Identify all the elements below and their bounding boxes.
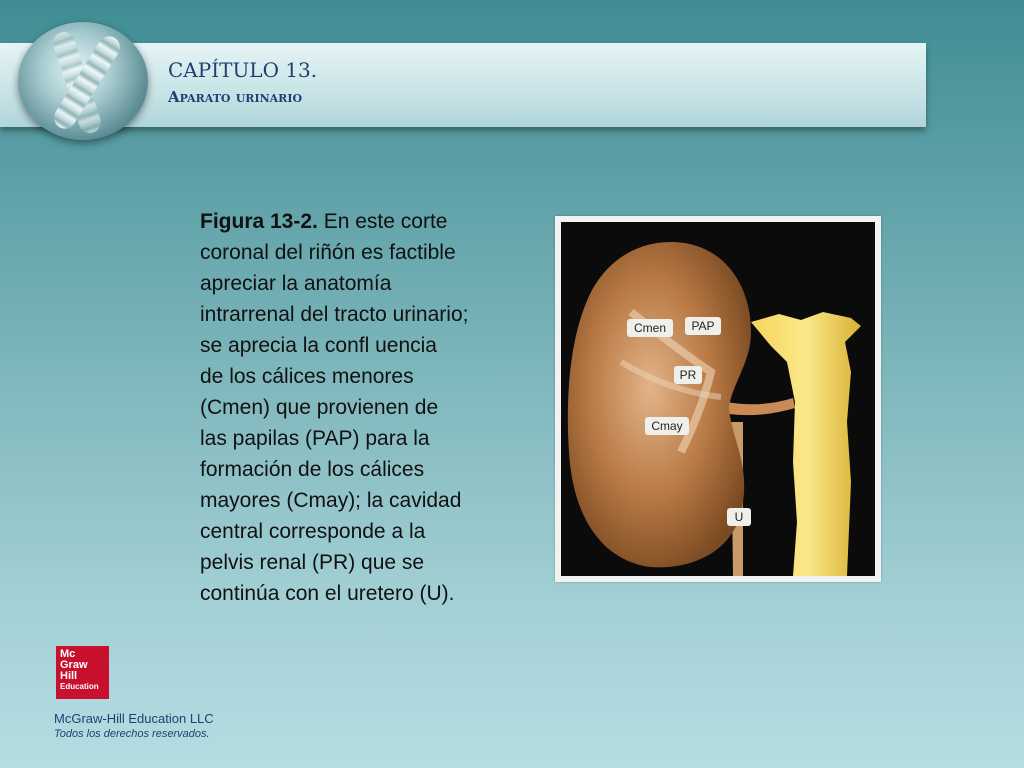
svg-text:PAP: PAP <box>691 319 715 333</box>
caption-line: central corresponde a la <box>200 520 426 543</box>
caption-line: de los cálices menores <box>200 365 414 388</box>
caption-line: formación de los cálices <box>200 458 425 481</box>
mcgraw-hill-logo <box>56 646 109 699</box>
caption-line: coronal del riñón es factible <box>200 241 456 264</box>
label-pap <box>685 317 721 335</box>
footer-company: McGraw-Hill Education LLC <box>54 711 214 726</box>
caption-line: continúa con el uretero (U). <box>200 582 455 605</box>
svg-text:Cmen: Cmen <box>633 321 667 335</box>
caption-line: pelvis renal (PR) que se <box>200 551 425 574</box>
footer-rights: Todos los derechos reservados. <box>54 728 210 740</box>
chapter-title: CAPÍTULO 13. <box>168 58 318 82</box>
caption-line: apreciar la anatomía <box>200 272 392 295</box>
caption-line: se aprecia la confl uencia <box>200 334 437 357</box>
logo-text: Education <box>60 682 99 691</box>
kidney-section-image <box>561 222 875 576</box>
kidney-shape <box>568 242 751 567</box>
figure-label: Figura 13-2. <box>200 210 318 233</box>
label-u <box>727 508 751 526</box>
label-cmay <box>645 417 689 435</box>
label-pr <box>674 366 702 384</box>
label-cmen <box>627 319 673 337</box>
chapter-subtitle: Aparato urinario <box>168 88 303 106</box>
caption-line: las papilas (PAP) para la <box>200 427 430 450</box>
caption-line: intrarrenal del tracto urinario; <box>200 303 469 326</box>
logo-text: Hill <box>60 670 78 682</box>
chromosome-logo-icon <box>18 22 148 140</box>
kidney-photo-frame <box>555 216 881 582</box>
logo-text: Mc <box>60 648 76 660</box>
caption-line <box>200 206 535 237</box>
caption-line: mayores (Cmay); la cavidad <box>200 489 462 512</box>
svg-text:PR: PR <box>679 368 697 382</box>
caption-line-text: En este corte <box>323 210 448 233</box>
logo-text: Graw <box>60 659 88 671</box>
svg-text:U: U <box>734 510 744 524</box>
figure-caption <box>200 206 535 609</box>
svg-text:Cmay: Cmay <box>651 419 683 433</box>
caption-line: (Cmen) que provienen de <box>200 396 439 419</box>
